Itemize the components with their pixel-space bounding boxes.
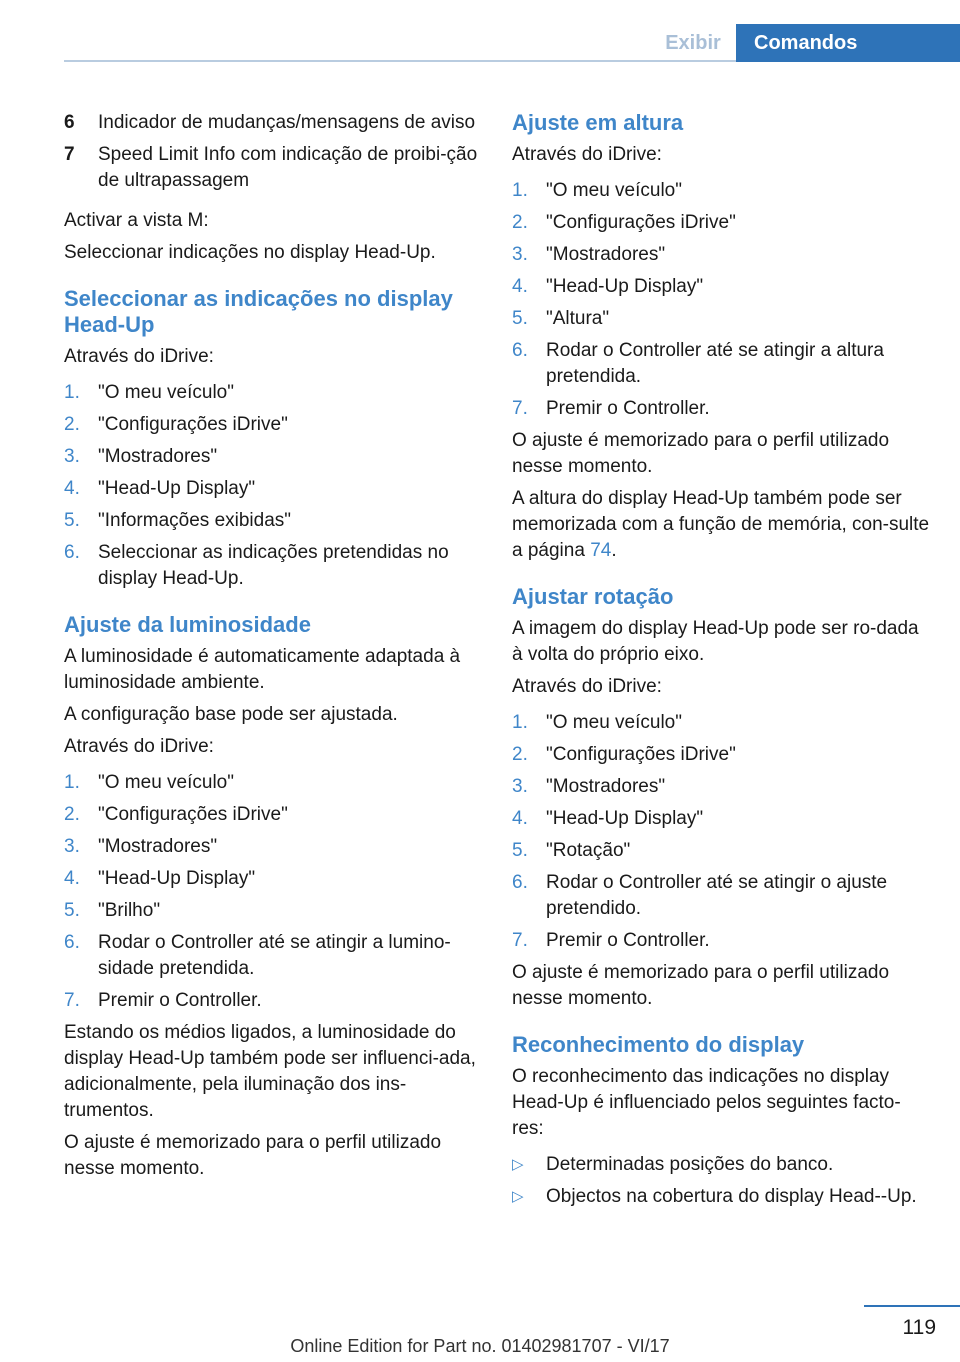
paragraph: Através do iDrive: bbox=[512, 676, 662, 697]
paragraph: O ajuste é memorizado para o perfil utilizado nesse momento. bbox=[512, 962, 890, 1009]
list-item bbox=[512, 870, 930, 922]
list-item bbox=[64, 988, 484, 1014]
list-item-text: "Configurações iDrive" bbox=[98, 414, 288, 435]
list-item bbox=[64, 898, 484, 924]
list-item-number: 2. bbox=[64, 414, 80, 435]
list-item-number: 2. bbox=[512, 212, 528, 233]
paragraph: Através do iDrive: bbox=[64, 346, 214, 367]
list-item-text: "O meu veículo" bbox=[98, 382, 234, 403]
list-item-number: 6. bbox=[64, 542, 80, 563]
list-item-text: "Rotação" bbox=[546, 840, 631, 861]
list-item bbox=[64, 142, 484, 194]
list-item-text: Rodar o Controller até se atingir a altura pretendida. bbox=[546, 340, 884, 387]
height-steps bbox=[512, 178, 930, 422]
paragraph: Através do iDrive: bbox=[512, 144, 662, 165]
list-item-number: 6. bbox=[64, 932, 80, 953]
top-list bbox=[64, 110, 484, 194]
tab-controls[interactable]: Comandos bbox=[736, 24, 960, 62]
right-column bbox=[512, 110, 930, 1216]
list-item-text: Objectos na cobertura do display Head--Up. bbox=[546, 1186, 917, 1207]
list-item-number: 1. bbox=[512, 180, 528, 201]
list-item-number: 1. bbox=[64, 382, 80, 403]
list-item-text: "Head-Up Display" bbox=[98, 478, 256, 499]
list-item bbox=[64, 476, 484, 502]
list-item bbox=[512, 338, 930, 390]
list-item-text: "Mostradores" bbox=[98, 446, 218, 467]
list-item bbox=[512, 178, 930, 204]
paragraph: Seleccionar indicações no display Head-Up. bbox=[64, 242, 436, 263]
list-item-number: 5. bbox=[512, 840, 528, 861]
list-item-text: "Head-Up Display" bbox=[98, 868, 256, 889]
list-item bbox=[64, 930, 484, 982]
list-item-text: Speed Limit Info com indicação de proibi-ção de ultrapassagem bbox=[98, 144, 478, 191]
list-item-text: "O meu veículo" bbox=[546, 712, 682, 733]
list-item bbox=[64, 444, 484, 470]
page-link[interactable]: 74 bbox=[590, 540, 612, 561]
list-item-text: Rodar o Controller até se atingir a lumino-sidade pretendida. bbox=[98, 932, 451, 979]
recognition-bullets bbox=[512, 1152, 930, 1210]
tab-view[interactable]: Exibir bbox=[665, 32, 721, 54]
list-item bbox=[64, 540, 484, 592]
list-item-number: 1. bbox=[512, 712, 528, 733]
list-item bbox=[512, 774, 930, 800]
list-item-number: 2. bbox=[64, 804, 80, 825]
list-item-number: 4. bbox=[64, 868, 80, 889]
paragraph: A luminosidade é automaticamente adaptada à luminosidade ambiente. bbox=[64, 646, 461, 693]
list-item bbox=[512, 210, 930, 236]
list-item-text: "Configurações iDrive" bbox=[546, 212, 736, 233]
list-item-number: 5. bbox=[64, 510, 80, 531]
page-number-rule bbox=[864, 1305, 960, 1307]
bullet-triangle-icon: ▷ bbox=[512, 1188, 524, 1205]
list-item bbox=[64, 380, 484, 406]
list-item-text: "Informações exibidas" bbox=[98, 510, 292, 531]
page-number: 119 bbox=[902, 1316, 936, 1339]
list-item-number: 3. bbox=[512, 776, 528, 797]
footer-edition: Online Edition for Part no. 01402981707 - VI/17 bbox=[290, 1336, 670, 1356]
left-column bbox=[64, 110, 484, 1188]
list-item-text: Premir o Controller. bbox=[98, 990, 262, 1011]
paragraph-memory bbox=[512, 486, 930, 564]
list-item-text: Rodar o Controller até se atingir o ajuste pretendido. bbox=[546, 872, 888, 919]
list-item-number: 4. bbox=[64, 478, 80, 499]
list-item-text: Premir o Controller. bbox=[546, 398, 710, 419]
list-item bbox=[64, 110, 484, 136]
list-item bbox=[64, 770, 484, 796]
list-item-number: 7. bbox=[64, 990, 80, 1011]
list-item bbox=[512, 742, 930, 768]
list-item-text: "Configurações iDrive" bbox=[546, 744, 736, 765]
bullet-triangle-icon: ▷ bbox=[512, 1156, 524, 1173]
list-item bbox=[64, 866, 484, 892]
list-item-text: "Brilho" bbox=[98, 900, 161, 921]
list-item-text: Indicador de mudanças/mensagens de aviso bbox=[98, 112, 476, 133]
list-item-number: 4. bbox=[512, 276, 528, 297]
list-item-text: "Mostradores" bbox=[98, 836, 218, 857]
list-item-number: 6 bbox=[64, 112, 75, 133]
list-item bbox=[64, 834, 484, 860]
list-item-number: 2. bbox=[512, 744, 528, 765]
list-item-text: Seleccionar as indicações pretendidas no display Head-Up. bbox=[98, 542, 449, 589]
list-item-text: "Mostradores" bbox=[546, 776, 666, 797]
list-item-number: 3. bbox=[512, 244, 528, 265]
list-item-text: "Head-Up Display" bbox=[546, 808, 704, 829]
list-item-number: 6. bbox=[512, 872, 528, 893]
paragraph: A configuração base pode ser ajustada. bbox=[64, 704, 398, 725]
select-steps bbox=[64, 380, 484, 592]
list-item bbox=[512, 838, 930, 864]
paragraph: A imagem do display Head-Up pode ser ro-dada à volta do próprio eixo. bbox=[512, 618, 919, 665]
section-heading-recognition: Reconhecimento do display bbox=[512, 1032, 805, 1057]
list-item bbox=[512, 1152, 930, 1178]
list-item-number: 5. bbox=[512, 308, 528, 329]
list-item-number: 4. bbox=[512, 808, 528, 829]
list-item bbox=[512, 806, 930, 832]
list-item-number: 6. bbox=[512, 340, 528, 361]
list-item-text: Determinadas posições do banco. bbox=[546, 1154, 834, 1175]
list-item-text: Premir o Controller. bbox=[546, 930, 710, 951]
list-item-text: "Altura" bbox=[546, 308, 610, 329]
list-item-number: 3. bbox=[64, 836, 80, 857]
section-heading-rotation: Ajustar rotação bbox=[512, 584, 674, 609]
list-item bbox=[64, 802, 484, 828]
list-item bbox=[512, 396, 930, 422]
list-item bbox=[512, 710, 930, 736]
list-item bbox=[64, 412, 484, 438]
list-item bbox=[64, 508, 484, 534]
brightness-steps bbox=[64, 770, 484, 1014]
paragraph: O ajuste é memorizado para o perfil utilizado nesse momento. bbox=[512, 430, 890, 477]
list-item bbox=[512, 274, 930, 300]
list-item-text: "Configurações iDrive" bbox=[98, 804, 288, 825]
list-item-number: 7. bbox=[512, 398, 528, 419]
list-item-text: "O meu veículo" bbox=[546, 180, 682, 201]
list-item-number: 3. bbox=[64, 446, 80, 467]
paragraph: O ajuste é memorizado para o perfil utilizado nesse momento. bbox=[64, 1132, 442, 1179]
list-item-number: 7. bbox=[512, 930, 528, 951]
rotation-steps bbox=[512, 710, 930, 954]
list-item bbox=[512, 928, 930, 954]
section-heading-select: Seleccionar as indicações no display Head-Up bbox=[64, 286, 453, 337]
list-item bbox=[512, 1184, 930, 1210]
list-item-number: 1. bbox=[64, 772, 80, 793]
section-heading-brightness: Ajuste da luminosidade bbox=[64, 612, 311, 637]
list-item-text: "Mostradores" bbox=[546, 244, 666, 265]
list-item-text: "Head-Up Display" bbox=[546, 276, 704, 297]
list-item-number: 5. bbox=[64, 900, 80, 921]
paragraph: O reconhecimento das indicações no display Head-Up é influenciado pelos seguintes facto-res: bbox=[512, 1066, 901, 1139]
paragraph: Activar a vista M: bbox=[64, 210, 209, 231]
list-item bbox=[512, 306, 930, 332]
list-item-number: 7 bbox=[64, 144, 75, 165]
list-item-text: "O meu veículo" bbox=[98, 772, 234, 793]
paragraph: Através do iDrive: bbox=[64, 736, 214, 757]
paragraph-text: A altura do display Head-Up também pode ser memorizada com a função de memória, con-sulte a página bbox=[512, 488, 930, 561]
paragraph-text: . bbox=[611, 540, 617, 561]
list-item bbox=[512, 242, 930, 268]
section-heading-height: Ajuste em altura bbox=[512, 110, 684, 135]
paragraph: Estando os médios ligados, a luminosidade do display Head-Up também pode ser influenci-ada, adicionalmente, pela iluminação dos ins-trumentos. bbox=[64, 1022, 476, 1121]
